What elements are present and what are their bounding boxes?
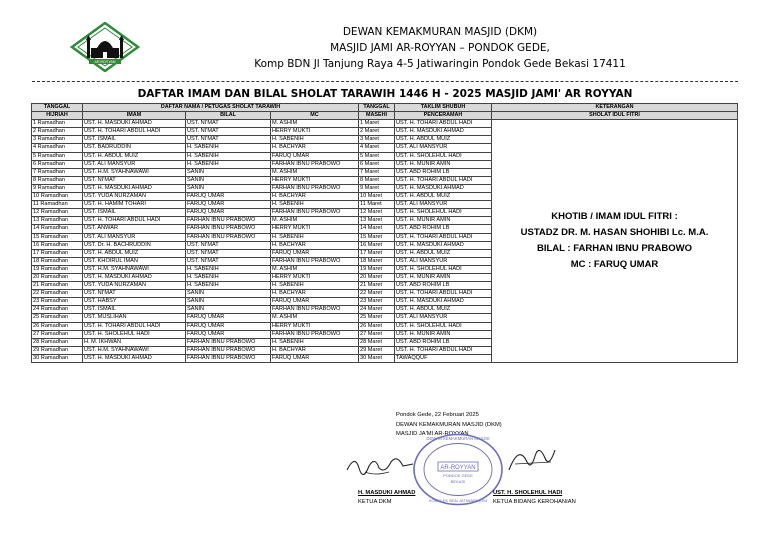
imam-cell: UST. H. TOHARI ABDUL HADI xyxy=(83,128,186,136)
date-masehi-cell: 27 Maret xyxy=(359,330,395,338)
page-title: DAFTAR IMAM DAN BILAL SHOLAT TARAWIH 1446 H - 2025 MASJID JAMI' AR ROYYAN xyxy=(137,88,633,100)
bilal-cell: FARHAN IBNU PRABOWO xyxy=(186,346,271,354)
header-cell: TAKLIM SHUBUH xyxy=(395,104,492,112)
date-hijriah-cell: 7 Ramadhan xyxy=(32,168,83,176)
imam-cell: UST. ISMAIL xyxy=(83,209,186,217)
header-cell: MASEHI xyxy=(359,112,395,120)
date-masehi-cell: 5 Maret xyxy=(359,152,395,160)
bilal-cell: SANIN xyxy=(186,168,271,176)
table-header-row-2 xyxy=(32,112,738,120)
penceramah-cell: UST. H. SHOLEHUL HADI xyxy=(395,209,492,217)
penceramah-cell: UST. H. SHOLEHUL HADI xyxy=(395,265,492,273)
header-cell: PENCERAMAH xyxy=(395,112,492,120)
mc-cell: HERRY MUKTI xyxy=(271,128,359,136)
penceramah-cell: UST. ALI MANSYUR xyxy=(395,144,492,152)
imam-cell: UST. YUDA NURZAMAN xyxy=(83,193,186,201)
date-masehi-cell: 4 Maret xyxy=(359,144,395,152)
imam-cell: UST. H.M. SYAHNAWAWI xyxy=(83,346,186,354)
bilal-cell: UST. NI'MAT xyxy=(186,241,271,249)
svg-text:AR-ROYYAN: AR-ROYYAN xyxy=(440,465,476,471)
header-cell: SHOLAT IDUL FITRI xyxy=(492,112,738,120)
date-masehi-cell: 12 Maret xyxy=(359,209,395,217)
date-hijriah-cell: 27 Ramadhan xyxy=(32,330,83,338)
bilal-cell: FARUQ UMAR xyxy=(186,193,271,201)
bilal-cell: FARUQ UMAR xyxy=(186,209,271,217)
date-hijriah-cell: 3 Ramadhan xyxy=(32,136,83,144)
date-hijriah-cell: 15 Ramadhan xyxy=(32,233,83,241)
bilal-cell: FARUQ UMAR xyxy=(186,201,271,209)
right-signer-role: KETUA BIDANG KEROHANIAN xyxy=(493,499,576,505)
imam-cell: UST. BADRUDDIN xyxy=(83,144,186,152)
date-masehi-cell: 6 Maret xyxy=(359,160,395,168)
header-cell: TANGGAL xyxy=(32,104,83,112)
bilal-cell: UST. NI'MAT xyxy=(186,120,271,128)
bilal-cell: UST. NI'MAT xyxy=(186,136,271,144)
imam-cell: UST. H.M. SYAHNAWAWI xyxy=(83,265,186,273)
date-hijriah-cell: 13 Ramadhan xyxy=(32,217,83,225)
bilal-cell: SANIN xyxy=(186,176,271,184)
bilal-cell: FARUQ UMAR xyxy=(186,330,271,338)
penceramah-cell: UST. H. MASDUKI AHMAD xyxy=(395,128,492,136)
bilal-cell: SANIN xyxy=(186,290,271,298)
date-hijriah-cell: 2 Ramadhan xyxy=(32,128,83,136)
imam-cell: UST. H. TOHARI ABDUL HADI xyxy=(83,217,186,225)
penceramah-cell: UST. H. ABDUL MUIZ xyxy=(395,193,492,201)
bilal-cell: SANIN xyxy=(186,306,271,314)
penceramah-cell: UST. H. TOHARI ABDUL HADI xyxy=(395,290,492,298)
header-cell: KETERANGAN xyxy=(492,104,738,112)
bilal-cell: FARHAN IBNU PRABOWO xyxy=(186,338,271,346)
date-hijriah-cell: 19 Ramadhan xyxy=(32,265,83,273)
date-hijriah-cell: 21 Ramadhan xyxy=(32,282,83,290)
penceramah-cell: UST. H. MASDUKI AHMAD xyxy=(395,241,492,249)
imam-cell: UST. YUDA NURZAMAN xyxy=(83,282,186,290)
penceramah-cell: UST. H. TOHARI ABDUL HADI xyxy=(395,233,492,241)
imam-cell: UST. H. MASDUKI AHMAD xyxy=(83,273,186,281)
mc-cell: H. BACHYAR xyxy=(271,241,359,249)
penceramah-cell: UST. H. MUNIR AMIN xyxy=(395,160,492,168)
date-masehi-cell: 26 Maret xyxy=(359,322,395,330)
signature-org: DEWAN KEMAKMURAN MASJID (DKM) xyxy=(396,422,502,428)
mc-cell: H. SABENIH xyxy=(271,201,359,209)
mc-cell: H. SABENIH xyxy=(271,338,359,346)
penceramah-cell: UST. H. MUNIR AMIN xyxy=(395,217,492,225)
mc-cell: FARUQ UMAR xyxy=(271,249,359,257)
left-signer-name: H. MASDUKI AHMAD xyxy=(358,490,416,496)
imam-cell: UST. H. MASDUKI AHMAD xyxy=(83,354,186,362)
imam-cell: UST. H. SHOLEHUL HADI xyxy=(83,330,186,338)
eid-note-line: USTADZ DR. M. HASAN SHOHIBI Lc. M.A. xyxy=(520,227,709,239)
date-hijriah-cell: 26 Ramadhan xyxy=(32,322,83,330)
svg-text:PONDOK GEDE: PONDOK GEDE xyxy=(443,473,473,478)
left-signer-role: KETUA DKM xyxy=(358,499,392,505)
mc-cell: M. ASHIM xyxy=(271,120,359,128)
date-hijriah-cell: 5 Ramadhan xyxy=(32,152,83,160)
date-masehi-cell: 21 Maret xyxy=(359,282,395,290)
bilal-cell: FARHAN IBNU PRABOWO xyxy=(186,233,271,241)
mc-cell: FARHAN IBNU PRABOWO xyxy=(271,184,359,192)
date-hijriah-cell: 18 Ramadhan xyxy=(32,257,83,265)
mc-cell: FARUQ UMAR xyxy=(271,152,359,160)
penceramah-cell: UST. H. MASDUKI AHMAD xyxy=(395,298,492,306)
date-masehi-cell: 30 Maret xyxy=(359,354,395,362)
penceramah-cell: UST. H. MUNIR AMIN xyxy=(395,330,492,338)
date-hijriah-cell: 14 Ramadhan xyxy=(32,225,83,233)
penceramah-cell: UST. H. SHOLEHUL HADI xyxy=(395,152,492,160)
mc-cell: H. BACHYAR xyxy=(271,346,359,354)
mc-cell: H. BACHYAR xyxy=(271,144,359,152)
imam-cell: UST. H. ABDUL MUIZ xyxy=(83,152,186,160)
date-masehi-cell: 8 Maret xyxy=(359,176,395,184)
imam-cell: UST. H. HAMIM TOHARI xyxy=(83,201,186,209)
mc-cell: FARHAN IBNU PRABOWO xyxy=(271,306,359,314)
table-row xyxy=(32,120,738,128)
mc-cell: H. SABENIH xyxy=(271,233,359,241)
mc-cell: FARUQ UMAR xyxy=(271,298,359,306)
mosque-logo xyxy=(70,22,140,72)
date-masehi-cell: 13 Maret xyxy=(359,217,395,225)
mc-cell: FARHAN IBNU PRABOWO xyxy=(271,209,359,217)
date-masehi-cell: 24 Maret xyxy=(359,306,395,314)
imam-cell: UST. ANWAR xyxy=(83,225,186,233)
date-hijriah-cell: 28 Ramadhan xyxy=(32,338,83,346)
imam-cell: UST. ISMAIL xyxy=(83,306,186,314)
penceramah-cell: UST. ALI MANSYUR xyxy=(395,201,492,209)
imam-cell: UST. Dr. H. BACHRUDDIN xyxy=(83,241,186,249)
date-hijriah-cell: 8 Ramadhan xyxy=(32,176,83,184)
penceramah-cell: UST. ALI MANSYUR xyxy=(395,257,492,265)
penceramah-cell: UST. H. TOHARI ABDUL HADI xyxy=(395,176,492,184)
date-hijriah-cell: 11 Ramadhan xyxy=(32,201,83,209)
bilal-cell: FARHAN IBNU PRABOWO xyxy=(186,225,271,233)
address: Komp BDN Jl Tanjung Raya 4-5 Jatiwaringin Pondok Gede Bekasi 17411 xyxy=(254,58,626,70)
date-hijriah-cell: 1 Ramadhan xyxy=(32,120,83,128)
date-masehi-cell: 2 Maret xyxy=(359,128,395,136)
imam-cell: UST. NI'MAT xyxy=(83,176,186,184)
date-hijriah-cell: 6 Ramadhan xyxy=(32,160,83,168)
left-signature-scrawl xyxy=(345,448,415,478)
mc-cell: H. SABENIH xyxy=(271,136,359,144)
imam-cell: UST. ALI MANSYUR xyxy=(83,160,186,168)
date-masehi-cell: 10 Maret xyxy=(359,193,395,201)
date-hijriah-cell: 4 Ramadhan xyxy=(32,144,83,152)
svg-text:KOMPLEK BDN JATIWARINGIN: KOMPLEK BDN JATIWARINGIN xyxy=(428,498,488,503)
penceramah-cell: UST. ALI MANSYUR xyxy=(395,314,492,322)
date-masehi-cell: 15 Maret xyxy=(359,233,395,241)
date-hijriah-cell: 30 Ramadhan xyxy=(32,354,83,362)
logo-caption: AR ROYYAN xyxy=(94,60,116,64)
place-date: Pondok Gede, 22 Februari 2025 xyxy=(396,412,479,418)
bilal-cell: UST. NI'MAT xyxy=(186,249,271,257)
date-masehi-cell: 3 Maret xyxy=(359,136,395,144)
imam-cell: UST. H. ABDUL MUIZ xyxy=(83,249,186,257)
mc-cell: M. ASHIM xyxy=(271,168,359,176)
date-hijriah-cell: 20 Ramadhan xyxy=(32,273,83,281)
svg-text:BEKASI: BEKASI xyxy=(450,479,466,484)
eid-note-line: BILAL : FARHAN IBNU PRABOWO xyxy=(537,243,692,255)
eid-note-line: MC : FARUQ UMAR xyxy=(570,259,659,271)
mc-cell: FARUQ UMAR xyxy=(271,354,359,362)
imam-cell: UST. HABSY xyxy=(83,298,186,306)
date-masehi-cell: 23 Maret xyxy=(359,298,395,306)
date-hijriah-cell: 9 Ramadhan xyxy=(32,184,83,192)
date-hijriah-cell: 24 Ramadhan xyxy=(32,306,83,314)
penceramah-cell: TAWAQQUF xyxy=(395,354,492,362)
bilal-cell: UST. NI'MAT xyxy=(186,257,271,265)
date-hijriah-cell: 23 Ramadhan xyxy=(32,298,83,306)
bilal-cell: UST. NI'MAT xyxy=(186,128,271,136)
mosque-name: MASJID JAMI AR-ROYYAN – PONDOK GEDE, xyxy=(330,42,550,54)
mc-cell: M. ASHIM xyxy=(271,217,359,225)
bilal-cell: H. SABENIH xyxy=(186,152,271,160)
date-masehi-cell: 25 Maret xyxy=(359,314,395,322)
header-cell: HIJRIAH xyxy=(32,112,83,120)
bilal-cell: H. SABENIH xyxy=(186,273,271,281)
date-masehi-cell: 28 Maret xyxy=(359,338,395,346)
mc-cell: FARHAN IBNU PRABOWO xyxy=(271,160,359,168)
imam-cell: UST. H. MASDUKI AHMAD xyxy=(83,120,186,128)
header-cell: DAFTAR NAMA / PETUGAS SHOLAT TARAWIH xyxy=(83,104,359,112)
date-hijriah-cell: 12 Ramadhan xyxy=(32,209,83,217)
date-masehi-cell: 1 Maret xyxy=(359,120,395,128)
mc-cell: HERRY MUKTI xyxy=(271,273,359,281)
date-hijriah-cell: 17 Ramadhan xyxy=(32,249,83,257)
table-header-row-1 xyxy=(32,104,738,112)
penceramah-cell: UST. H. MUNIR AMIN xyxy=(395,273,492,281)
penceramah-cell: UST. H. ABDUL MUIZ xyxy=(395,249,492,257)
penceramah-cell: UST. H. SHOLEHUL HADI xyxy=(395,322,492,330)
mc-cell: H. SABENIH xyxy=(271,282,359,290)
penceramah-cell: UST. H. TOHARI ABDUL HADI xyxy=(395,346,492,354)
divider xyxy=(32,81,738,82)
bilal-cell: SANIN xyxy=(186,298,271,306)
date-masehi-cell: 19 Maret xyxy=(359,265,395,273)
imam-cell: UST. H. MASDUKI AHMAD xyxy=(83,184,186,192)
date-masehi-cell: 20 Maret xyxy=(359,273,395,281)
mc-cell: H. BACHYAR xyxy=(271,290,359,298)
eid-note-line: KHOTIB / IMAM IDUL FITRI : xyxy=(551,211,678,223)
bilal-cell: H. SABENIH xyxy=(186,282,271,290)
header-cell: BILAL xyxy=(186,112,271,120)
svg-text:DEWAN KEMAKMURAN MASJID: DEWAN KEMAKMURAN MASJID xyxy=(426,436,490,441)
date-hijriah-cell: 10 Ramadhan xyxy=(32,193,83,201)
date-masehi-cell: 16 Maret xyxy=(359,241,395,249)
bilal-cell: FARHAN IBNU PRABOWO xyxy=(186,217,271,225)
mc-cell: HERRY MUKTI xyxy=(271,322,359,330)
header-cell: MC xyxy=(271,112,359,120)
bilal-cell: H. SABENIH xyxy=(186,160,271,168)
date-masehi-cell: 22 Maret xyxy=(359,290,395,298)
penceramah-cell: UST. ABD ROHIM LB xyxy=(395,338,492,346)
date-hijriah-cell: 29 Ramadhan xyxy=(32,346,83,354)
date-masehi-cell: 9 Maret xyxy=(359,184,395,192)
imam-cell: UST. ISMAIL xyxy=(83,136,186,144)
imam-cell: UST. H.M. SYAHNAWAWI xyxy=(83,168,186,176)
penceramah-cell: UST. H. TOHARI ABDUL HADI xyxy=(395,120,492,128)
penceramah-cell: UST. H. ABDUL MUIZ xyxy=(395,306,492,314)
date-masehi-cell: 11 Maret xyxy=(359,201,395,209)
bilal-cell: H. SABENIH xyxy=(186,265,271,273)
mc-cell: HERRY MUKTI xyxy=(271,225,359,233)
penceramah-cell: UST. H. MASDUKI AHMAD xyxy=(395,184,492,192)
bilal-cell: FARHAN IBNU PRABOWO xyxy=(186,354,271,362)
penceramah-cell: UST. H. ABDUL MUIZ xyxy=(395,136,492,144)
date-masehi-cell: 14 Maret xyxy=(359,225,395,233)
date-hijriah-cell: 16 Ramadhan xyxy=(32,241,83,249)
header-cell: TANGGAL xyxy=(359,104,395,112)
date-masehi-cell: 7 Maret xyxy=(359,168,395,176)
mc-cell: FARHAN IBNU PRABOWO xyxy=(271,257,359,265)
mc-cell: FARHAN IBNU PRABOWO xyxy=(271,330,359,338)
bilal-cell: H. SABENIH xyxy=(186,144,271,152)
mc-cell: H. BACHYAR xyxy=(271,193,359,201)
date-hijriah-cell: 22 Ramadhan xyxy=(32,290,83,298)
penceramah-cell: UST. ABD ROHIM LB xyxy=(395,282,492,290)
imam-cell: UST. ALI MANSYUR xyxy=(83,233,186,241)
right-signer-name: UST. H. SHOLEHUL HADI xyxy=(493,490,563,496)
penceramah-cell: UST. ABD ROHIM LB xyxy=(395,225,492,233)
signature-mosque: MASJID JA'MI AR-ROYYAN xyxy=(396,431,469,437)
imam-cell: H. M. IKHWAN xyxy=(83,338,186,346)
imam-cell: UST. MUSLIHAN xyxy=(83,314,186,322)
bilal-cell: SANIN xyxy=(186,184,271,192)
eid-note-cell xyxy=(492,120,738,363)
bilal-cell: FARUQ UMAR xyxy=(186,314,271,322)
mc-cell: M. ASHIM xyxy=(271,265,359,273)
imam-cell: UST. NI'MAT xyxy=(83,290,186,298)
date-masehi-cell: 17 Maret xyxy=(359,249,395,257)
penceramah-cell: UST. ABD ROHIM LB xyxy=(395,168,492,176)
header-cell: IMAM xyxy=(83,112,186,120)
imam-cell: UST. KHOIRUL IMAN xyxy=(83,257,186,265)
org-name: DEWAN KEMAKMURAN MASJID (DKM) xyxy=(342,26,538,38)
mc-cell: HERRY MUKTI xyxy=(271,176,359,184)
imam-cell: UST. H. TOHARI ABDUL HADI xyxy=(83,322,186,330)
schedule-table xyxy=(31,103,738,363)
date-masehi-cell: 18 Maret xyxy=(359,257,395,265)
bilal-cell: FARUQ UMAR xyxy=(186,322,271,330)
dkm-stamp xyxy=(412,432,504,507)
mc-cell: M. ASHIM xyxy=(271,314,359,322)
right-signature-scrawl xyxy=(505,440,557,478)
date-hijriah-cell: 25 Ramadhan xyxy=(32,314,83,322)
date-masehi-cell: 29 Maret xyxy=(359,346,395,354)
